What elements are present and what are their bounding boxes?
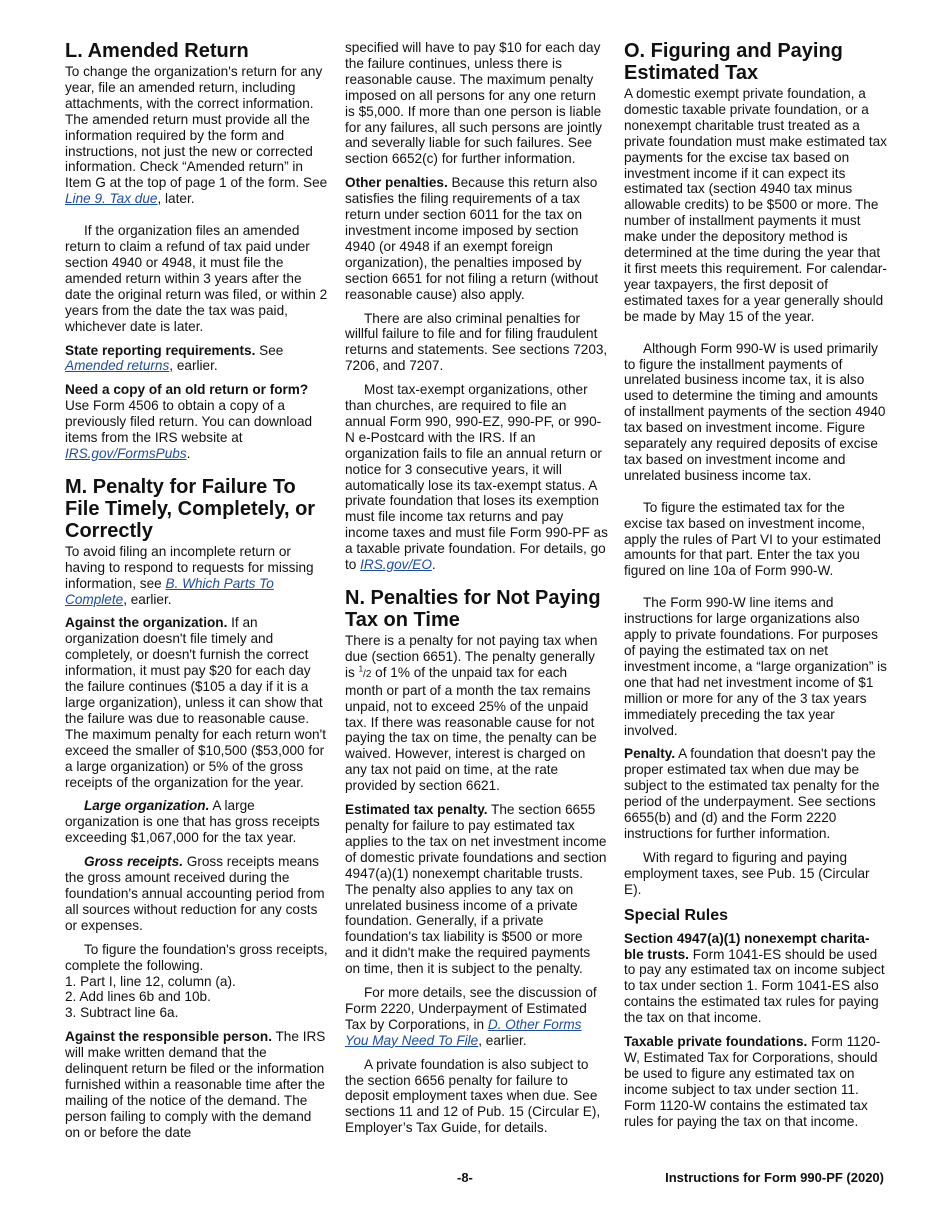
criminal-penalties-paragraph: There are also criminal penalties for willful failure to file and for filing fraudulent returns and statements. See sections 7203, 7206, and 7207.: [345, 310, 608, 374]
section-l-paragraph-1: To change the organization's return for any year, file an amended return, including attachments, with the correct information. The amended return must provide all the information required by the form and instructions, not just the new or corrected information. Check “Amended return” in Item G at the top of page 1 of the form. See Line 9. Tax due, later.: [65, 64, 328, 207]
column-2: [345, 40, 608, 1144]
which-parts-to-complete-link[interactable]: B. Which Parts To Complete: [65, 575, 274, 607]
continued-paragraph: specified will have to pay $10 for each day the failure continues, unless there is reasonable cause. The maximum penalty imposed on all persons for any one return is $5,000. If more than one person is liable for any failures, all such persons are jointly and severally liable for such failures. See section 6652(c) for further information.: [345, 40, 602, 167]
employment-taxes-paragraph: With regard to figuring and paying employment taxes, see Pub. 15 (Circular E).: [624, 849, 870, 897]
section-n-paragraph-1: There is a penalty for not paying tax when due (section 6651). The penalty generally is $^1$/2 of 1% of the unpaid tax for each month or part of a month the tax remains unpaid, not to exceed 25% of the unpaid tax. If there was reasonable cause for not paying the tax on time, the penalty can be waived. However, interest is charged on any tax not paid on time, at the rate provided by section 6621.: [345, 633, 598, 794]
section-o-paragraph-4: The Form 990-W line items and instructions for large organizations also apply to private foundations. For purposes of paying the estimated tax on net investment income, a “large organization” is one that had net investment income of $1 million or more for any of the 3 tax years immediately preceding the tax year involved.: [624, 595, 887, 738]
tax-exempt-status-paragraph: Most tax-exempt organizations, other than churches, are required to file an annual Form 990, 990-EZ, 990-PF, or 990-N e-Postcard with the IRS. If an organization fails to file an annual return or notice for 3 consecutive years, it will automatically lose its tax-exempt status. A private foundation that loses its exemption must file income tax returns and pay income taxes and must file Form 990-PF as a taxable private foundation. For details, go to IRS.gov/EO.: [345, 382, 608, 573]
taxable-private-foundations-paragraph: Taxable private foundations. Form 1120-W, Estimated Tax for Corporations, should be used to figure any estimated tax on income subject to tax under section 11. Form 1120-W contains the estimated tax rules for paying the tax on that income.: [624, 1034, 881, 1129]
section-o-heading: O. Figuring and Paying Estimated Tax: [624, 40, 843, 84]
irs-eo-link[interactable]: IRS.gov/EO: [360, 557, 432, 573]
state-reporting-paragraph: State reporting requirements. See Amended returns, earlier.: [65, 342, 284, 374]
section-4947-paragraph: Section 4947(a)(1) nonexempt charita-ble trusts. Form 1041-ES should be used to pay any estimated tax on income subject to tax under section 1. Form 1041-ES also contains the estimated tax rules for paying the tax on that income.: [624, 930, 885, 1026]
section-m-heading: M. Penalty for Failure To File Timely, Completely, or Correctly: [65, 475, 316, 542]
estimated-tax-penalty-paragraph: Estimated tax penalty. The section 6655 penalty for failure to pay estimated tax applies to the tax on net investment income of domestic private foundations and section 4947(a)(1) nonexempt charitable trusts. The penalty also applies to any tax on unrelated business income of a private foundation. Generally, if a private foundation's tax liability is $500 or more and it didn't make the required payments on time, then it is subject to the penalty.: [345, 802, 607, 977]
list-item: 1. Part I, line 12, column (a).: [65, 973, 236, 989]
page-number: -8-: [457, 1170, 473, 1185]
gross-receipts-steps-list: [65, 974, 328, 1022]
special-rules-heading: Special Rules: [624, 906, 729, 924]
section-n-heading: N. Penalties for Not Paying Tax on Time: [345, 587, 601, 631]
section-l-heading: L. Amended Return: [65, 40, 249, 62]
against-responsible-person-paragraph: Against the responsible person. The IRS will make written demand that the delinquent return be filed or the information furnished within a reasonable time after the mailing of the notice of the demand. The person failing to comply with the demand on or before the date: [65, 1029, 326, 1140]
gross-receipts-paragraph: Gross receipts. Gross receipts means the gross amount received during the foundation's annual accounting period from all sources without reduction for any costs or expenses.: [65, 854, 325, 933]
section-o-paragraph-2: Although Form 990-W is used primarily to figure the installment payments of unrelated business income tax, it is also used to determine the timing and amounts of installment payments of the section 4940 tax based on investment income. Figure separately any required deposits of excise tax based on investment income and unrelated business income tax.: [624, 340, 886, 483]
large-organization-paragraph: Large organization. A large organization is one that has gross receipts exceeding $1,067,000 for the tax year.: [65, 798, 320, 846]
other-penalties-paragraph: Other penalties. Because this return also satisfies the filing requirements of a tax return under section 6011 for the tax on investment income imposed by section 4940 (or 4948 if an exempt foreign organization), the penalties imposed by section 6651 for not filing a return (without reasonable cause) also apply.: [345, 175, 599, 302]
column-1: [65, 40, 328, 1149]
section-o-paragraph-3: To figure the estimated tax for the excise tax based on investment income, apply the rules of Part VI to your estimated amounts for that part. Enter the tax you figured on line 10a of Form 990-W.: [624, 499, 881, 579]
section-m-paragraph-1: To avoid filing an incomplete return or having to respond to requests for missing information, see B. Which Parts To Complete, earlier.: [65, 543, 314, 607]
against-organization-paragraph: Against the organization. If an organization doesn't file timely and completely, or doesn't furnish the correct information, it must pay $20 for each day the failure continues ($105 a day if it is a large organization), unless it can show that the failure was due to reasonable cause. The maximum penalty for each return won't exceed the smaller of $10,500 ($53,000 for a large organization) or 5% of the gross receipts of the organization for the year.: [65, 615, 326, 790]
irs-formspubs-link[interactable]: IRS.gov/FormsPubs: [65, 445, 187, 461]
line-9-tax-due-link[interactable]: Line 9. Tax due: [65, 191, 158, 207]
penalty-paragraph: Penalty. A foundation that doesn't pay the proper estimated tax when due may be subject to the estimated tax penalty for the period of the underpayment. See sections 6655(b) and (d) and the Form 2220 instructions for further information.: [624, 746, 880, 841]
need-copy-paragraph: Need a copy of an old return or form? Use Form 4506 to obtain a copy of a previously filed return. You can download items from the IRS website at IRS.gov/FormsPubs.: [65, 382, 313, 461]
other-forms-link[interactable]: D. Other Forms You May Need To File: [345, 1016, 582, 1048]
more-details-paragraph: For more details, see the discussion of Form 2220, Underpayment of Estimated Tax by Corporations, in D. Other Forms You May Need To File, earlier.: [345, 985, 597, 1048]
figure-gross-receipts-paragraph: To figure the foundation's gross receipts, complete the following.: [65, 941, 328, 973]
list-item: 3. Subtract line 6a.: [65, 1005, 179, 1021]
section-o-paragraph-1: A domestic exempt private foundation, a domestic taxable private foundation, or a nonexempt charitable trust treated as a private foundation must make estimated tax payments for the excise tax based on investment income if it can expect its estimated tax (section 4940 tax minus allowable credits) to be $500 or more. The number of installment payments it must make under the depository method is determined at the time during the year that it first meets this requirement. For calendar-year taxpayers, the first deposit of estimated taxes for a year generally should be made by May 15 of the year.: [624, 86, 887, 324]
list-item: 2. Add lines 6b and 10b.: [65, 989, 211, 1005]
column-3: [624, 40, 887, 1137]
page-footer: [0, 1170, 950, 1186]
footer-document-title: Instructions for Form 990-PF (2020): [665, 1170, 884, 1185]
section-l-paragraph-2: If the organization files an amended return to claim a refund of tax paid under section 4940 or 4948, it must file the amended return within 3 years after the date the original return was filed, or within 2 years from the date the tax was paid, whichever date is later.: [65, 223, 328, 334]
amended-returns-link[interactable]: Amended returns: [65, 358, 170, 374]
section-6656-paragraph: A private foundation is also subject to the section 6656 penalty for failure to deposit employment taxes when due. See sections 11 and 12 of Pub. 15 (Circular E), Employer’s Tax Guide, for details.: [345, 1056, 601, 1136]
